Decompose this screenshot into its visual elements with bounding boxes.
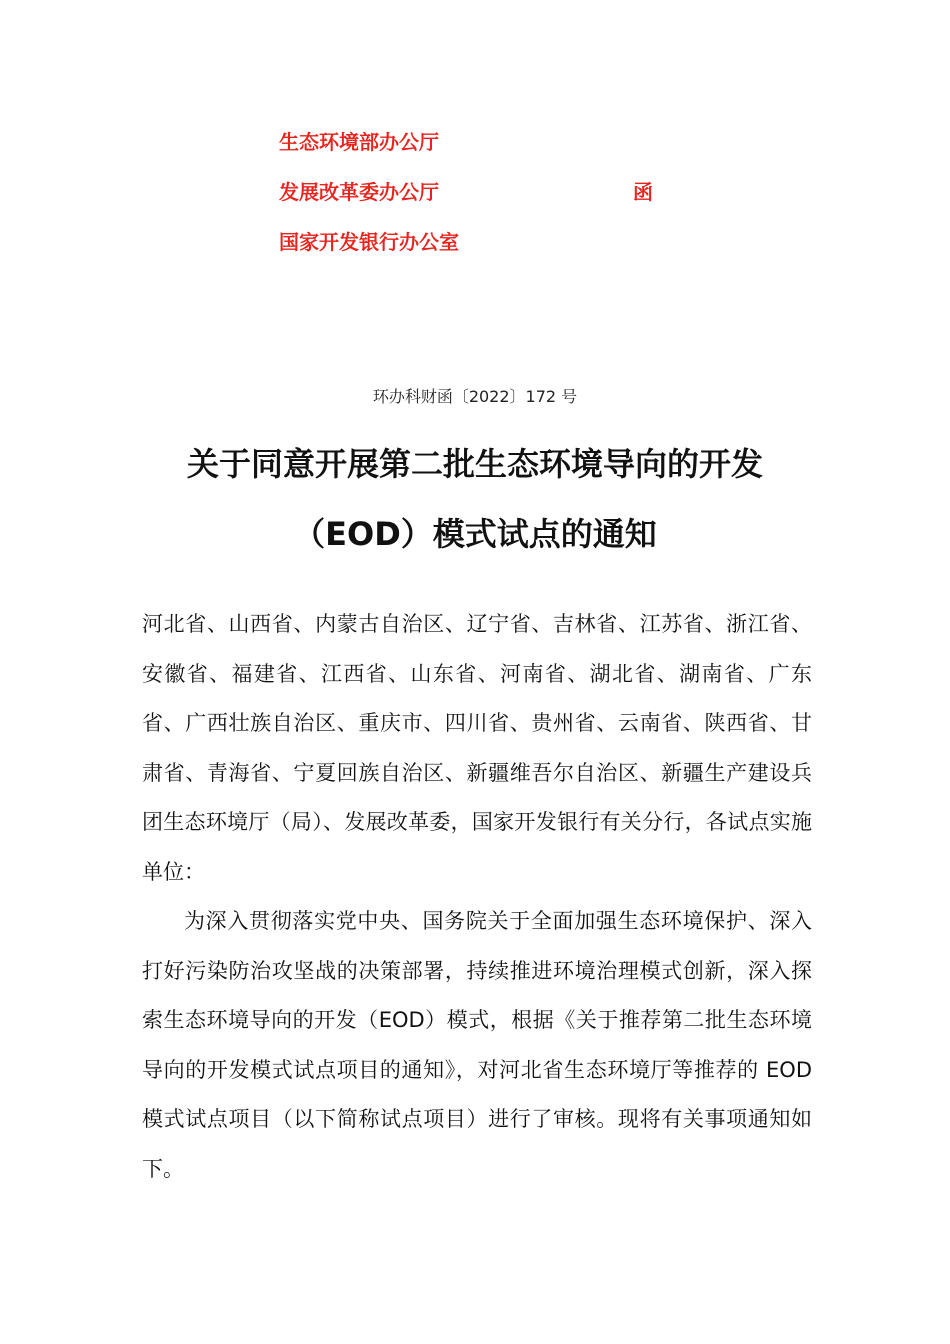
body-paragraph-1: 为深入贯彻落实党中央、国务院关于全面加强生态环境保护、深入打好污染防治攻坚战的决策部署，持续推进环境治理模式创新，深入探索生态环境导向的开发（EOD）模式，根据《关于推荐第二批生态环境导向的开发模式试点项目的通知》，对河北省生态环境厅等推荐的 EOD 模式试点项目（以下简称试点项目）进行了审核。现将有关事项通知如下。	[142, 909, 812, 1181]
issuer-china-development-bank: 国家开发银行办公室	[279, 230, 459, 254]
issuer-ministry-ecology-environment: 生态环境部办公厅	[279, 130, 439, 154]
letter-mark: 函	[633, 180, 653, 204]
document-title-line-1: 关于同意开展第二批生态环境导向的开发	[186, 445, 763, 483]
recipients-paragraph: 河北省、山西省、内蒙古自治区、辽宁省、吉林省、江苏省、浙江省、安徽省、福建省、江西省、山东省、河南省、湖北省、湖南省、广东省、广西壮族自治区、重庆市、四川省、贵州省、云南省、陕西省、甘肃省、青海省、宁夏回族自治区、新疆维吾尔自治区、新疆生产建设兵团生态环境厅（局）、发展改革委，国家开发银行有关分行，各试点实施单位：	[142, 612, 812, 884]
issuer-ndrc: 发展改革委办公厅	[279, 180, 439, 204]
document-number: 环办科财函〔2022〕172 号	[372, 387, 578, 406]
document-title-line-2: （EOD）模式试点的通知	[293, 515, 657, 553]
document-body	[142, 600, 812, 1194]
